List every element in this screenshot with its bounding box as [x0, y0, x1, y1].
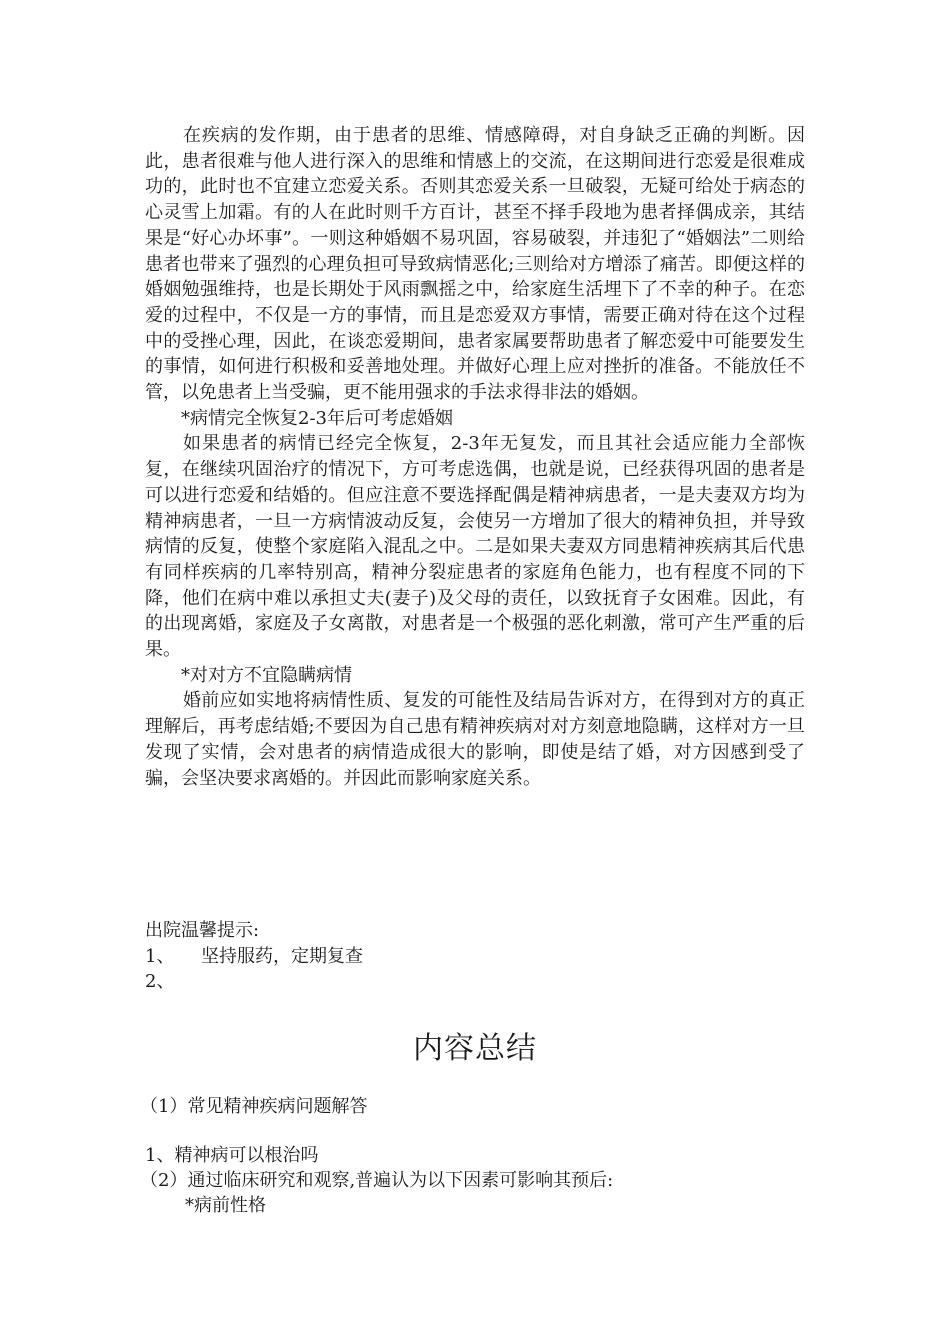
paragraph-onset-period: 在疾病的发作期，由于患者的思维、情感障碍，对自身缺乏正确的判断。因此，患者很难与他人进行深入的思维和情感上的交流，在这期间进行恋爱是很难成功的，此时也不宜建立恋爱关系。否则其恋爱关系一旦破裂，无疑可给处于病态的心灵雪上加霜。有的人在此时则千方百计，甚至不择手段地为患者择偶成亲，其结果是“好心办坏事”。一则这种婚姻不易巩固，容易破裂，并违犯了“婚姻法”二则给患者也带来了强烈的心理负担可导致病情恶化;三则给对方增添了痛苦。即便这样的婚姻勉强维持，也是长期处于风雨飘摇之中，给家庭生活埋下了不幸的种子。在恋爱的过程中，不仅是一方的事情，而且是恋爱双方事情，需要正确对待在这个过程中的受挫心理，因此，在谈恋爱期间，患者家属要帮助患者了解恋爱中可能要发生的事情，如何进行积极和妥善地处理。并做好心理上应对挫折的准备。不能放任不管，以免患者上当受骗，更不能用强求的手法求得非法的婚姻。: [145, 125, 805, 404]
paragraph-recovery: 如果患者的病情已经完全恢复，2-3年无复发，而且其社会适应能力全部恢复，在继续巩固治疗的情况下，方可考虑选偶，也就是说，已经获得巩固的患者是可以进行恋爱和结婚的。但应注意不要选择配偶是精神病患者，一是夫妻双方均为精神病患者，一旦一方病情波动反复，会使另一方增加了很大的精神负担，并导致病情的反复，使整个家庭陷入混乱之中。二是如果夫妻双方同患精神疾病其后代患有同样疾病的几率特别高，精神分裂症患者的家庭角色能力，也有程度不同的下降，他们在病中难以承担丈夫(妻子)及父母的责任，以致抚育子女困难。因此，有的出现离婚，家庭及子女离散，对患者是一个极强的恶化刺激，常可产生严重的后果。: [145, 433, 805, 661]
tips-item-number: 2、: [145, 971, 175, 993]
discharge-tips: [145, 918, 363, 995]
paragraph-no-concealment: 婚前应如实地将病情性质、复发的可能性及结局告诉对方，在得到对方的真正理解后，再考虑结婚;不要因为自己患有精神疾病对对方刻意地隐瞒，这样对方一旦发现了实情，会对患者的病情造成很大的影响，即使是结了婚，对方因感到受了骗，会坚决要求离婚的。并因此而影响家庭关系。: [145, 690, 805, 789]
summary-line-bullet: *病前性格: [185, 1195, 266, 1216]
tips-item-text: 坚持服药，定期复查: [201, 945, 363, 967]
tips-title: 出院温馨提示:: [145, 920, 260, 941]
summary-line-section-2: （2）通过临床研究和观察,普遍认为以下因素可影响其预后:: [140, 1170, 614, 1191]
summary-title: 内容总结: [413, 1031, 537, 1066]
tips-item-number: 1、: [145, 945, 175, 967]
tips-item: [145, 944, 363, 970]
heading-recovery-marriage: *病情完全恢复2-3年后可考虑婚姻: [181, 407, 453, 429]
main-text-block: [145, 123, 805, 791]
heading-no-concealment: *对对方不宜隐瞒病情: [181, 664, 352, 686]
summary-line-section-1: （1）常见精神疾病问题解答: [140, 1096, 368, 1117]
tips-item: [145, 969, 363, 995]
summary-line-question-1: 1、精神病可以根治吗: [145, 1145, 319, 1166]
